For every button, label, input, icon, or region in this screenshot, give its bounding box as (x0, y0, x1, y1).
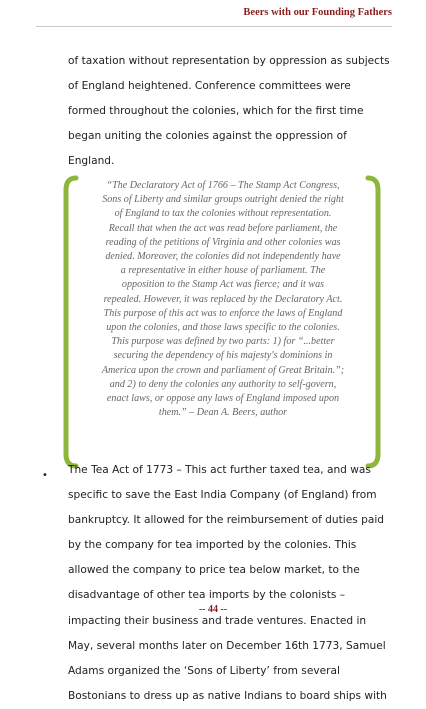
intro-paragraph (68, 49, 398, 174)
paragraph-line: impacting their business and trade ventures. Enacted in (68, 614, 367, 627)
quote-line: a representative in either house of parliament. The (120, 265, 326, 277)
paragraph-line: specific to save the East India Company (of England) from (68, 489, 377, 502)
quote-line: and 2) to deny the colonies any authority to self-govern, (109, 378, 337, 390)
quote-line: “The Declaratory Act of 1766 – The Stamp Act Congress, (106, 180, 340, 191)
quote-line: This purpose was defined by two parts: 1) for “...better (111, 336, 335, 348)
quote-line: Sons of Liberty and similar groups outright denied the right (102, 194, 344, 206)
paragraph-line: disadvantage of other tea imports by the colonists – (68, 589, 346, 602)
paragraph-line: began uniting the colonies against the oppression of (68, 130, 347, 143)
pull-quote (62, 172, 382, 472)
paragraph-line: Bostonians to dress up as native Indians to board ships with (68, 689, 387, 702)
page-number: -- 44 -- (198, 604, 228, 615)
header-divider (36, 26, 392, 27)
quote-line: enact laws, or oppose any laws of England imposed upon (106, 393, 340, 405)
quote-line: This purpose of this act was to enforce the laws of England (103, 307, 343, 319)
paragraph-line: England. (68, 155, 115, 168)
paragraph-line: of taxation without representation by oppression as subjects (68, 55, 390, 67)
paragraph-line: by the company for tea imported by the colonies. This (68, 539, 357, 552)
quote-line: upon the colonies, and those laws specific to the colonies. (106, 322, 340, 334)
quote-line: repealed. However, it was replaced by the Declaratory Act. (103, 293, 343, 305)
paragraph-line: The Tea Act of 1773 – This act further taxed tea, and was (68, 464, 371, 476)
quote-line: opposition to the Stamp Act was fierce; and it was (121, 279, 325, 291)
quote-line: them.” – Dean A. Beers, author (158, 407, 288, 419)
running-header: Beers with our Founding Fathers (243, 7, 392, 18)
paragraph-line: allowed the company to price tea below market, to the (68, 564, 360, 577)
quote-line: America upon the crown and parliament of Great Britain.”; (101, 364, 345, 376)
quote-line: of England to tax the colonies without representation. (114, 208, 332, 220)
quote-text (80, 179, 366, 420)
bullet-marker: • (42, 470, 48, 481)
quote-line: Recall that when the act was read before parliament, the (108, 222, 338, 234)
quote-line: reading of the petitions of Virginia and other colonies was (105, 236, 341, 248)
quote-line: denied. Moreover, the colonies did not independently have (105, 251, 341, 263)
paragraph-line: May, several months later on December 16th 1773, Samuel (68, 639, 386, 652)
bullet-paragraph (68, 458, 398, 709)
paragraph-line: Adams organized the ‘Sons of Liberty’ from several (68, 664, 340, 677)
paragraph-line: of England heightened. Conference committees were (68, 80, 351, 93)
paragraph-line: bankruptcy. It allowed for the reimbursement of duties paid (68, 514, 385, 527)
quote-line: securing the dependency of his majesty's dominions in (113, 350, 333, 362)
paragraph-line: formed throughout the colonies, which for the first time (68, 105, 364, 118)
